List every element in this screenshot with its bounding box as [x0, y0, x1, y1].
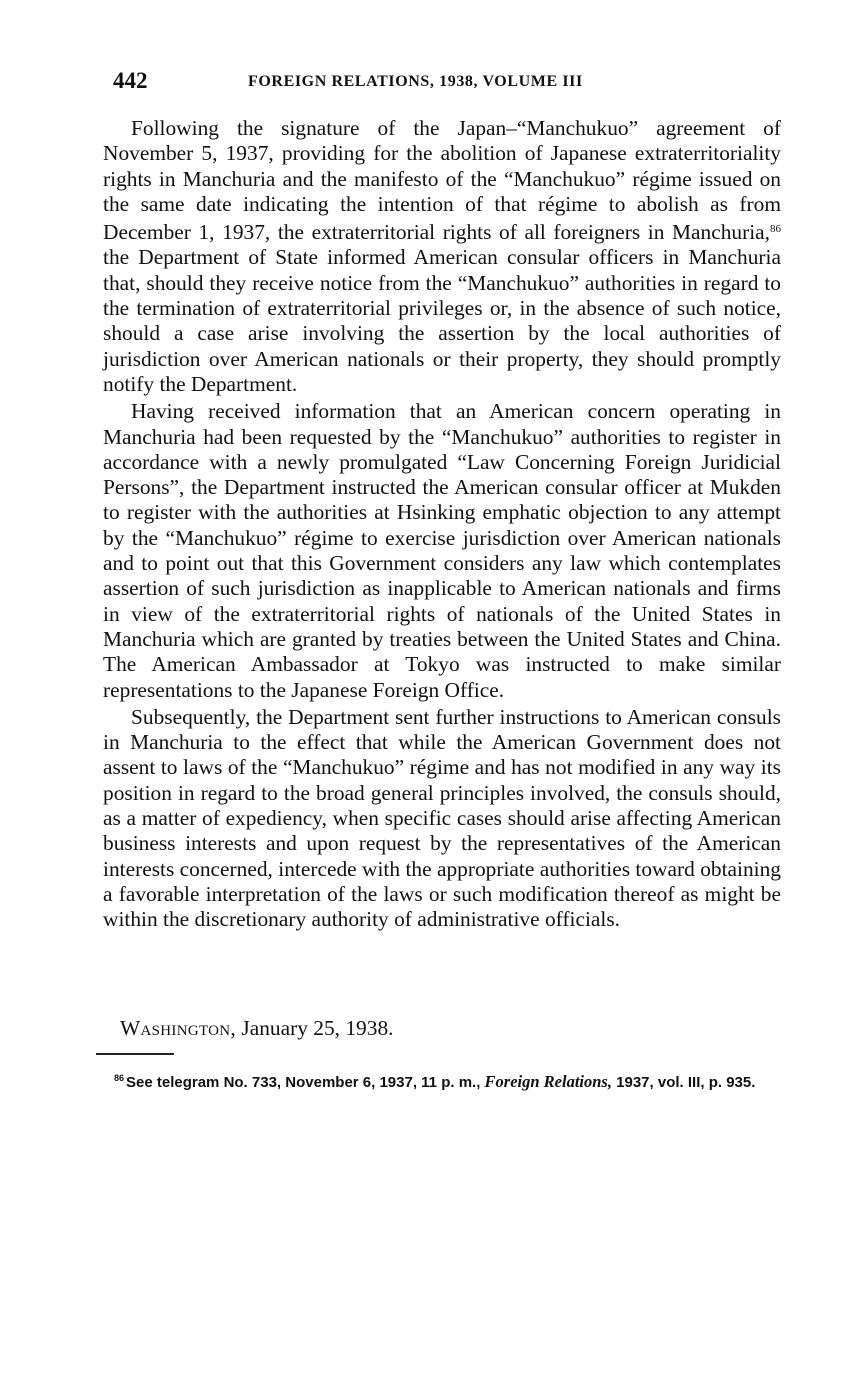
signature-date: January 25, 1938.	[236, 1016, 394, 1040]
footnote-mark: 86	[114, 1073, 125, 1083]
paragraph	[103, 116, 781, 397]
running-head: FOREIGN RELATIONS, 1938, VOLUME III	[248, 73, 583, 90]
footnote-text-end: 1937, vol. III, p. 935.	[611, 1074, 756, 1091]
signature-line	[120, 1016, 394, 1041]
footnote-reference: 86	[770, 223, 781, 236]
paragraph: Having received information that an American concern operating in Manchuria had been requested by the “Manchukuo” authorities to register in accordance with a newly promulgated “Law Concerning Foreign Juridicial Persons”, the Department instructed the American consular officer at Mukden to register with the authorities at Hsinking emphatic objection to any attempt by the “Manchukuo” régime to exercise jurisdiction over American nationals and to point out that this Government considers any law which contemplates assertion of such jurisdiction as inapplicable to American nationals and firms in view of the extraterritorial rights of nationals of the United States in Manchuria which are granted by treaties between the United States and China. The American Ambassador at Tokyo was instructed to make similar representations to the Japanese Foreign Office.	[103, 399, 781, 702]
signature-place: Washington,	[120, 1016, 237, 1040]
paragraph-text: the Department of State informed American consular officers in Manchuria that, should they receive notice from the “Manchukuo” authorities in regard to the termination of extraterritorial privileges or, in the absence of such notice, should a case arise involving the assertion by the local authorities of jurisdiction over American nationals or their property, they should promptly notify the Department.	[103, 245, 781, 396]
body-text	[103, 116, 781, 935]
paragraph-text: Following the signature of the Japan–“Manchukuo” agreement of November 5, 1937, providing for the abolition of Japanese extraterritoriality rights in Manchuria and the manifesto of the “Manchukuo” régime issued on the same date indicating the intention of that régime to abolish as from December 1, 1937, the extraterritorial rights of all foreigners in Manchuria,	[103, 116, 781, 245]
footnote-text: See telegram No. 733, November 6, 1937, 11 p. m.,	[126, 1074, 485, 1091]
footnote-divider	[96, 1053, 174, 1055]
footnote-italic-title: Foreign Relations,	[484, 1072, 612, 1091]
footnote	[98, 1070, 778, 1091]
paragraph: Subsequently, the Department sent further instructions to American consuls in Manchuria to the effect that while the American Government does not assent to laws of the “Manchukuo” régime and has not modified in any way its position in regard to the broad general principles involved, the consuls should, as a matter of expediency, when specific cases should arise affecting American business interests and upon request by the representatives of the American interests concerned, intercede with the appropriate authorities toward obtaining a favorable interpretation of the laws or such modification thereof as might be within the discretionary authority of administrative officials.	[103, 704, 781, 932]
page-number: 442	[113, 68, 148, 93]
page-header	[113, 68, 773, 98]
